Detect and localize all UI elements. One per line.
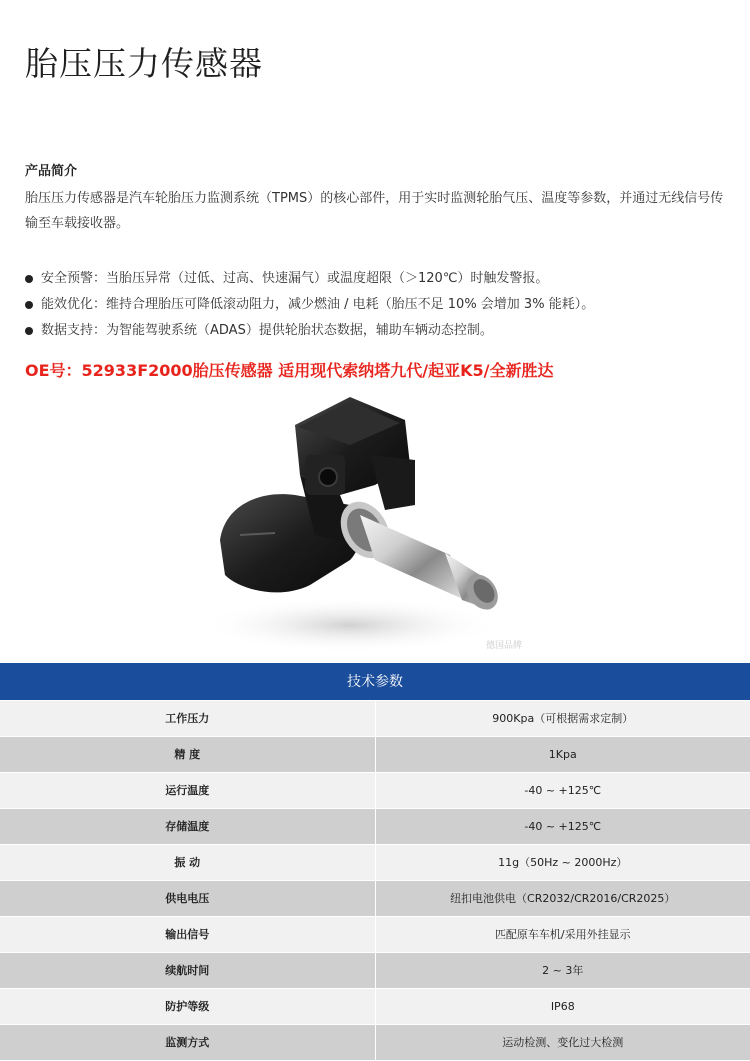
feature-item bbox=[25, 292, 735, 318]
feature-item bbox=[25, 318, 735, 344]
intro-text: 胎压压力传感器是汽车轮胎压力监测系统（TPMS）的核心部件，用于实时监测轮胎气压、温度等参数，并通过无线信号传输至车载接收器。 bbox=[25, 191, 724, 231]
spec-label: 供电电压 bbox=[0, 880, 375, 916]
spec-value: 1Kpa bbox=[375, 736, 750, 772]
spec-value: 11g（50Hz ~ 2000Hz） bbox=[375, 844, 750, 880]
spec-label: 输出信号 bbox=[0, 916, 375, 952]
spec-value: -40 ~ +125℃ bbox=[375, 772, 750, 808]
spec-label: 工作压力 bbox=[0, 700, 375, 736]
spec-row bbox=[0, 1024, 750, 1060]
oe-number-line: OE号：52933F2000胎压传感器 适用现代索纳塔九代/起亚K5/全新胜达 bbox=[25, 361, 554, 380]
bullet-icon bbox=[25, 327, 33, 335]
feature-text: 数据支持：为智能驾驶系统（ADAS）提供轮胎状态数据，辅助车辆动态控制。 bbox=[41, 323, 493, 338]
spec-label: 监测方式 bbox=[0, 1024, 375, 1060]
spec-label: 精 度 bbox=[0, 736, 375, 772]
spec-label: 续航时间 bbox=[0, 952, 375, 988]
feature-list bbox=[25, 266, 735, 344]
spec-table bbox=[0, 663, 750, 1060]
spec-label: 振 动 bbox=[0, 844, 375, 880]
spec-label: 存储温度 bbox=[0, 808, 375, 844]
spec-value: IP68 bbox=[375, 988, 750, 1024]
image-watermark: 德国品牌 bbox=[486, 641, 523, 651]
spec-row bbox=[0, 808, 750, 844]
spec-row bbox=[0, 988, 750, 1024]
spec-value: 运动检测、变化过大检测 bbox=[375, 1024, 750, 1060]
page-title: 胎压压力传感器 bbox=[25, 44, 263, 83]
spec-value: 2 ~ 3年 bbox=[375, 952, 750, 988]
feature-text: 安全预警：当胎压异常（过低、过高、快速漏气）或温度超限（＞120℃）时触发警报。 bbox=[41, 271, 549, 286]
spec-value: -40 ~ +125℃ bbox=[375, 808, 750, 844]
sensor-product-image bbox=[200, 385, 523, 660]
spec-row bbox=[0, 952, 750, 988]
feature-item bbox=[25, 266, 735, 292]
spec-header: 技术参数 bbox=[0, 663, 750, 700]
intro-heading: 产品简介 bbox=[25, 164, 78, 179]
spec-label: 运行温度 bbox=[0, 772, 375, 808]
spec-row bbox=[0, 916, 750, 952]
bullet-icon bbox=[25, 301, 33, 309]
spec-value: 匹配原车车机/采用外挂显示 bbox=[375, 916, 750, 952]
spec-value: 纽扣电池供电（CR2032/CR2016/CR2025） bbox=[375, 880, 750, 916]
spec-value: 900Kpa（可根据需求定制） bbox=[375, 700, 750, 736]
spec-label: 防护等级 bbox=[0, 988, 375, 1024]
spec-row bbox=[0, 736, 750, 772]
spec-header-row bbox=[0, 663, 750, 700]
bullet-icon bbox=[25, 275, 33, 283]
spec-row bbox=[0, 844, 750, 880]
feature-text: 能效优化：维持合理胎压可降低滚动阻力，减少燃油 / 电耗（胎压不足 10% 会增加 3% 能耗）。 bbox=[41, 297, 595, 312]
spec-row bbox=[0, 772, 750, 808]
spec-row bbox=[0, 880, 750, 916]
spec-row bbox=[0, 700, 750, 736]
